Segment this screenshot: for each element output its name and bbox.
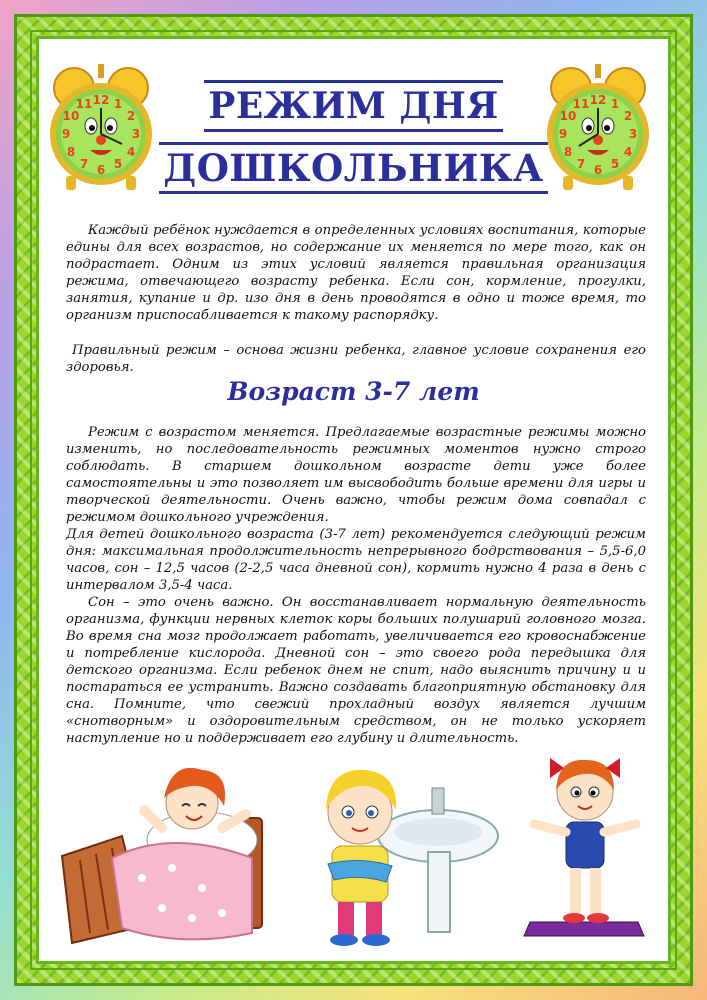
svg-text:8: 8 <box>563 145 573 159</box>
girl-at-sink-illustration <box>290 752 510 952</box>
svg-text:11: 11 <box>75 97 93 111</box>
title-line-2: ДОШКОЛЬНИКА <box>0 142 707 194</box>
paragraph-sleep: Сон – это очень важно. Он восстанавливает нормальную деятельность организма, функции нервных клеток коры больших полушарий головного мозга. Во время сна мозг продолжает работать, увеличивается его кровоснабжение и потребление кислорода. Дневной сон – это своего рода передышка для детского организма. Если ребенок днем не спит, надо выяснить причину и и постараться ее устранить. Важно создавать благоприятную обстановку для сна. Помните, что свежий прохладный воздух является лучшим «снотворным» и оздоровительным средством, он не только ускоряет наступление но и поддерживает его глубину и длительность. <box>66 595 646 746</box>
health-paragraph: Правильный режим – основа жизни ребенка, главное условие сохранения его здоровья. <box>66 343 646 375</box>
svg-text:4: 4 <box>126 145 136 159</box>
svg-text:1: 1 <box>113 97 123 111</box>
main-text <box>66 424 646 747</box>
svg-text:12: 12 <box>589 93 607 107</box>
svg-text:8: 8 <box>66 145 76 159</box>
paragraph-regime-changes: Режим с возрастом меняется. Предлагаемые возрастные режимы можно изменить, но последовательность режимных моментов нужно строго соблюдать. В старшем дошкольном возрасте дети уже более самостоятельны и это позволяет им высвободить больше времени для игры и творческой деятельности. Очень важно, чтобы режим дома совпадал с режимом дошкольного учреждения. <box>66 425 646 525</box>
age-heading: Возраст 3-7 лет <box>227 377 480 406</box>
svg-text:10: 10 <box>559 109 577 123</box>
girl-exercising-illustration <box>520 740 650 940</box>
svg-text:1: 1 <box>610 97 620 111</box>
title-line-1: РЕЖИМ ДНЯ <box>0 80 707 132</box>
intro-paragraph: Каждый ребёнок нуждается в определенных условиях воспитания, которые едины для всех возрастов, но содержание их меняется по мере того, как он подрастает. Одним из этих условий является правильная организация режима, отвечающего возрасту ребенка. Если сон, кормление, прогулки, занятия, купание и др. изо дня в день проводятся в одно и тоже время, то организм приспосабливается к такому распорядку. <box>66 223 646 323</box>
svg-text:4: 4 <box>623 145 633 159</box>
paragraph-recommended-regime: Для детей дошкольного возраста (3-7 лет) рекомендуется следующий режим дня: максимальная продолжительность непрерывного бодрствования – 5,5-6,0 часов, сон – 12,5 часов (2-2,5 часа дневной сон), кормить нужно 4 раза в день с интервалом 3,5-4 часа. <box>66 527 646 593</box>
svg-text:10: 10 <box>62 109 80 123</box>
svg-text:7: 7 <box>79 157 89 171</box>
svg-text:3: 3 <box>628 127 638 141</box>
svg-text:11: 11 <box>572 97 590 111</box>
svg-text:2: 2 <box>623 109 633 123</box>
svg-text:2: 2 <box>126 109 136 123</box>
svg-text:9: 9 <box>558 127 568 141</box>
svg-text:7: 7 <box>576 157 586 171</box>
svg-text:5: 5 <box>113 157 123 171</box>
svg-text:6: 6 <box>96 163 106 177</box>
svg-text:6: 6 <box>593 163 603 177</box>
svg-text:5: 5 <box>610 157 620 171</box>
svg-text:3: 3 <box>131 127 141 141</box>
svg-text:12: 12 <box>92 93 110 107</box>
girl-in-bed-illustration <box>52 748 282 948</box>
svg-text:9: 9 <box>61 127 71 141</box>
